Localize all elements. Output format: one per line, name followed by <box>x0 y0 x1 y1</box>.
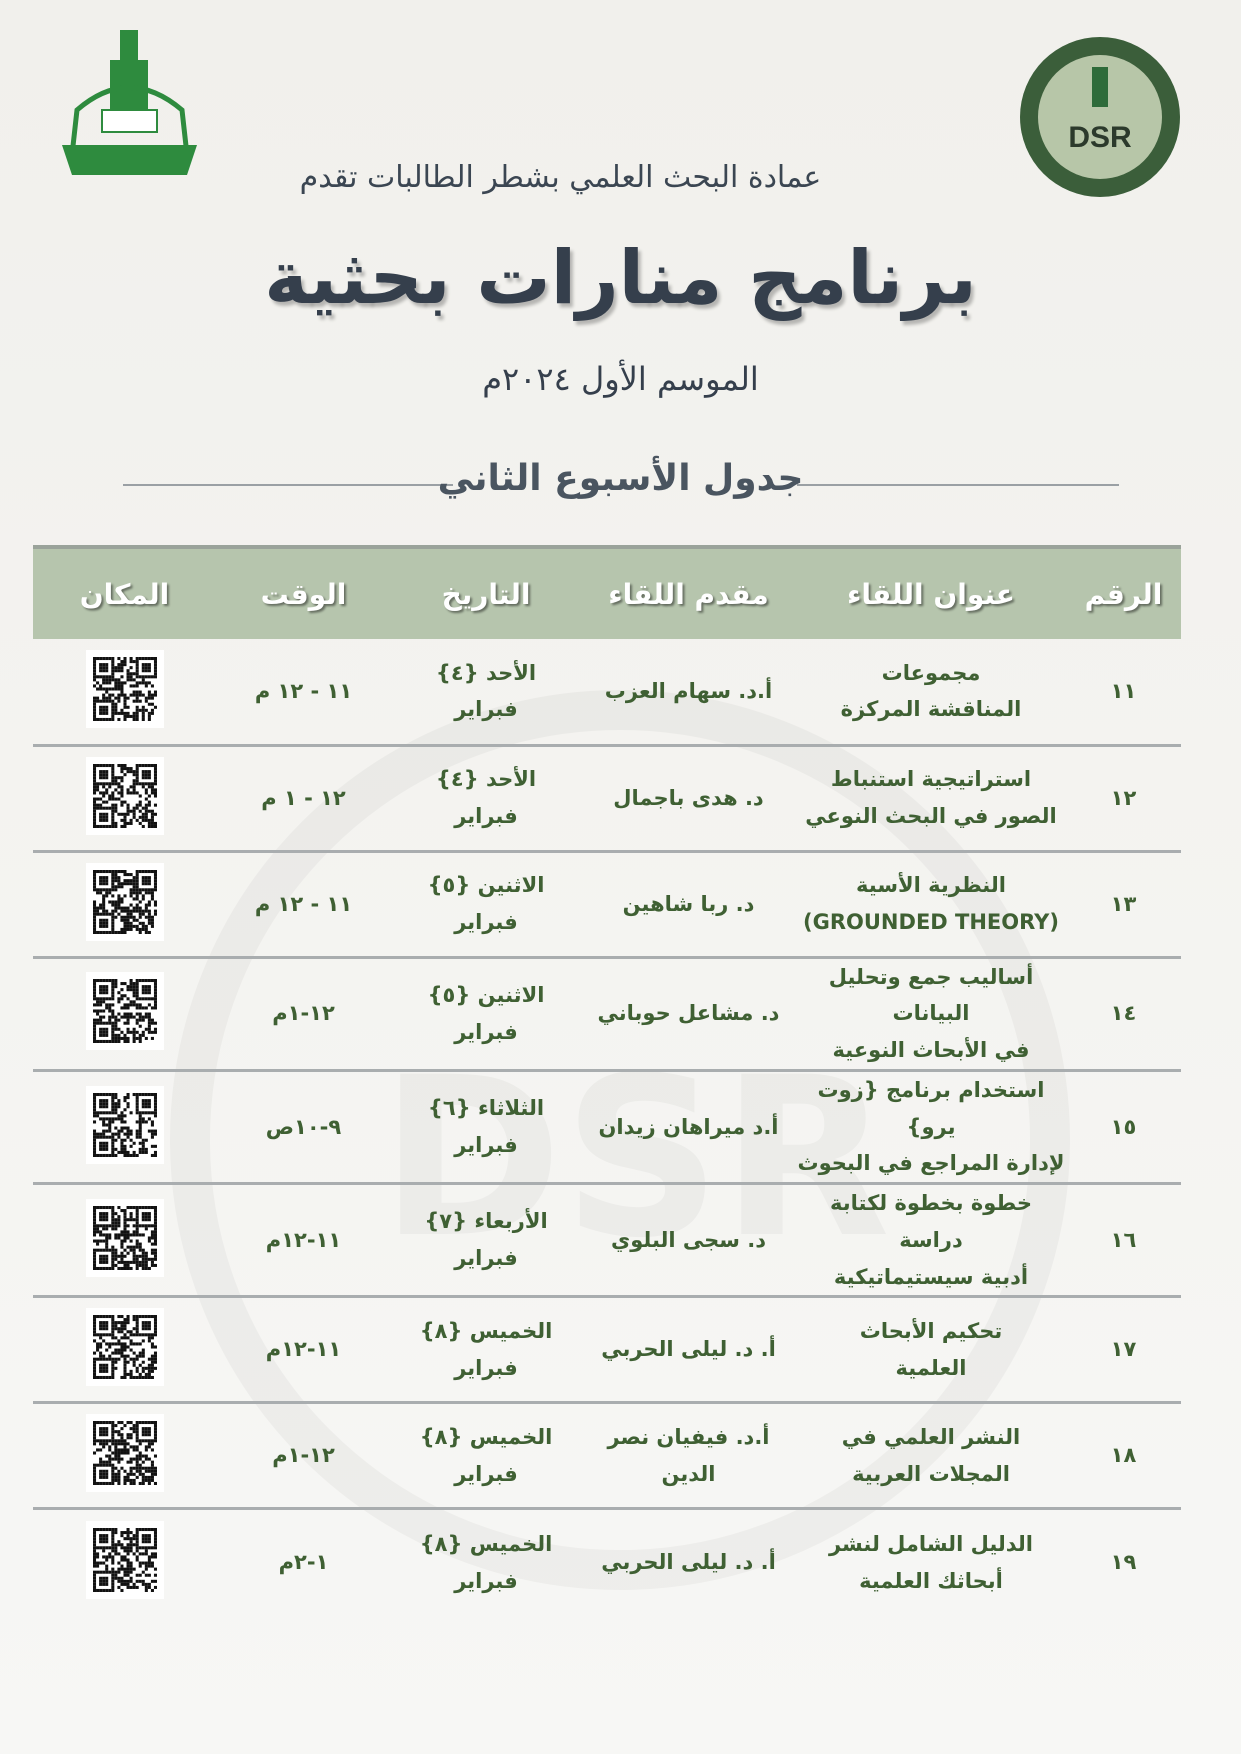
subtitle: عمادة البحث العلمي بشطر الطالبات تقدم <box>299 160 822 195</box>
session-date <box>391 1403 581 1509</box>
presenter: د. سجى البلوي <box>610 1227 767 1252</box>
date-month: فبراير <box>454 1246 518 1271</box>
session-title-line1: النظرية الأسية <box>856 873 1006 898</box>
table-row <box>33 957 1181 1070</box>
session-title-line2: لإدارة المراجع في البحوث <box>797 1151 1065 1176</box>
date-month: فبراير <box>454 1568 518 1593</box>
session-time: ١١-١٢م <box>265 1227 342 1252</box>
date-month: فبراير <box>454 1132 518 1157</box>
col-number: الرقم <box>1084 577 1163 611</box>
col-title: عنوان اللقاء <box>847 577 1015 611</box>
qr-code-icon[interactable] <box>86 863 164 941</box>
session-place <box>33 1184 216 1297</box>
session-place <box>33 1297 216 1403</box>
date-day: الاثنين {٥} <box>427 982 545 1007</box>
session-time: ١٢-١م <box>272 1443 335 1468</box>
row-number: ١١ <box>1110 678 1137 703</box>
session-title-line1: استراتيجية استنباط <box>830 767 1032 792</box>
session-title <box>796 851 1066 957</box>
session-place <box>33 745 216 851</box>
week-title: جدول الأسبوع الثاني <box>437 458 804 499</box>
session-time: ١-٢م <box>278 1550 329 1575</box>
session-place <box>33 1070 216 1183</box>
session-date <box>391 851 581 957</box>
session-date <box>391 957 581 1070</box>
session-title <box>796 639 1066 745</box>
presenter: د. مشاعل حوباني <box>597 1001 780 1026</box>
date-day: الخميس {٨} <box>419 1531 553 1556</box>
session-title <box>796 1509 1066 1615</box>
session-time: ١١-١٢م <box>265 1337 342 1362</box>
presenter: أ. د. ليلى الحربي <box>601 1337 776 1362</box>
session-title-line1: خطوة بخطوة لكتابة دراسة <box>830 1191 1032 1252</box>
session-title-line2: أدبية سيستيماتيكية <box>833 1264 1029 1289</box>
session-title-line2: الصور في البحث النوعي <box>805 804 1057 828</box>
session-title-line2: المناقشة المركزة <box>840 697 1022 722</box>
schedule-table <box>33 545 1181 1615</box>
row-number: ١٥ <box>1110 1114 1137 1139</box>
session-date <box>391 1070 581 1183</box>
presenter: د. هدى باجمال <box>613 785 764 810</box>
session-title <box>796 745 1066 851</box>
session-date <box>391 639 581 745</box>
col-place: المكان <box>79 577 170 611</box>
session-time: ١٢ - ١ م <box>261 785 346 810</box>
date-day: الخميس {٨} <box>419 1319 553 1343</box>
session-title-line2: (GROUNDED THEORY) <box>803 910 1059 934</box>
presenter: أ. د. ليلى الحربي <box>601 1550 776 1575</box>
session-time: ١٢-١م <box>272 1001 335 1026</box>
session-title <box>796 1297 1066 1403</box>
table-row <box>33 1297 1181 1403</box>
presenter: أ.د ميراهان زيدان <box>598 1114 779 1139</box>
session-place <box>33 957 216 1070</box>
session-date <box>391 1297 581 1403</box>
session-title <box>796 957 1066 1070</box>
table-row <box>33 1509 1181 1615</box>
session-place <box>33 639 216 745</box>
col-date: التاريخ <box>441 577 531 611</box>
date-month: فبراير <box>454 1461 518 1486</box>
table-header <box>33 547 1181 639</box>
date-day: الأحد {٤} <box>435 660 537 685</box>
presenter: أ.د. فيفيان نصر الدين <box>607 1425 770 1486</box>
row-number: ١٩ <box>1110 1550 1137 1575</box>
session-place <box>33 1509 216 1615</box>
session-date <box>391 745 581 851</box>
qr-code-icon[interactable] <box>86 1308 164 1386</box>
date-month: فبراير <box>454 1355 518 1380</box>
presenter: د. ربا شاهين <box>622 891 755 916</box>
qr-code-icon[interactable] <box>86 972 164 1050</box>
session-title-line2: العلمية <box>895 1355 967 1380</box>
presenter: أ.د. سهام العزب <box>604 678 773 703</box>
session-title-line1: النشر العلمي في <box>841 1425 1021 1449</box>
date-month: فبراير <box>454 910 518 934</box>
qr-code-icon[interactable] <box>86 1521 164 1599</box>
session-time: ١١ - ١٢ م <box>254 891 353 916</box>
date-day: الأحد {٤} <box>435 767 537 792</box>
session-title-line1: الدليل الشامل لنشر <box>828 1531 1033 1556</box>
session-title-line1: تحكيم الأبحاث <box>859 1319 1003 1343</box>
session-date <box>391 1509 581 1615</box>
session-time: ٩-١٠ص <box>265 1114 342 1139</box>
session-time: ١١ - ١٢ م <box>254 678 353 703</box>
row-number: ١٧ <box>1110 1337 1137 1362</box>
table-row <box>33 1070 1181 1183</box>
qr-code-icon[interactable] <box>86 650 164 728</box>
date-day: الاثنين {٥} <box>427 873 545 898</box>
session-place <box>33 1403 216 1509</box>
table-row <box>33 745 1181 851</box>
session-place <box>33 851 216 957</box>
table-row <box>33 851 1181 957</box>
row-number: ١٢ <box>1110 785 1137 810</box>
session-title <box>796 1403 1066 1509</box>
date-day: الخميس {٨} <box>419 1425 553 1449</box>
session-title-line1: مجموعات <box>881 660 981 685</box>
table-row <box>33 639 1181 745</box>
session-title-line2: أبحاثك العلمية <box>859 1568 1003 1593</box>
row-number: ١٣ <box>1110 891 1137 916</box>
row-number: ١٤ <box>1110 1001 1137 1026</box>
session-title-line2: المجلات العربية <box>852 1461 1010 1486</box>
table-row <box>33 1184 1181 1297</box>
qr-code-icon[interactable] <box>86 1086 164 1164</box>
season-label: الموسم الأول ٢٠٢٤م <box>482 360 759 398</box>
date-day: الثلاثاء {٦} <box>427 1096 545 1121</box>
session-title-line1: أساليب جمع وتحليل البيانات <box>828 964 1034 1026</box>
session-title <box>796 1070 1066 1183</box>
date-month: فبراير <box>454 1019 518 1044</box>
session-title-line1: استخدام برنامج {زوت يرو} <box>817 1077 1045 1139</box>
qr-code-icon[interactable] <box>86 1199 164 1277</box>
row-number: ١٦ <box>1110 1227 1137 1252</box>
qr-code-icon[interactable] <box>86 757 164 835</box>
table-row <box>33 1403 1181 1509</box>
svg-text:DSR: DSR <box>1068 121 1132 154</box>
date-month: فبراير <box>454 697 518 722</box>
row-number: ١٨ <box>1110 1443 1137 1468</box>
date-month: فبراير <box>454 804 518 828</box>
col-presenter: مقدم اللقاء <box>608 577 769 611</box>
page-title: برنامج منارات بحثية <box>264 235 977 321</box>
col-time: الوقت <box>260 577 347 611</box>
session-title-line2: في الأبحاث النوعية <box>832 1038 1030 1062</box>
date-day: الأربعاء {٧} <box>424 1209 548 1234</box>
session-date <box>391 1184 581 1297</box>
session-title <box>796 1184 1066 1297</box>
qr-code-icon[interactable] <box>86 1414 164 1492</box>
